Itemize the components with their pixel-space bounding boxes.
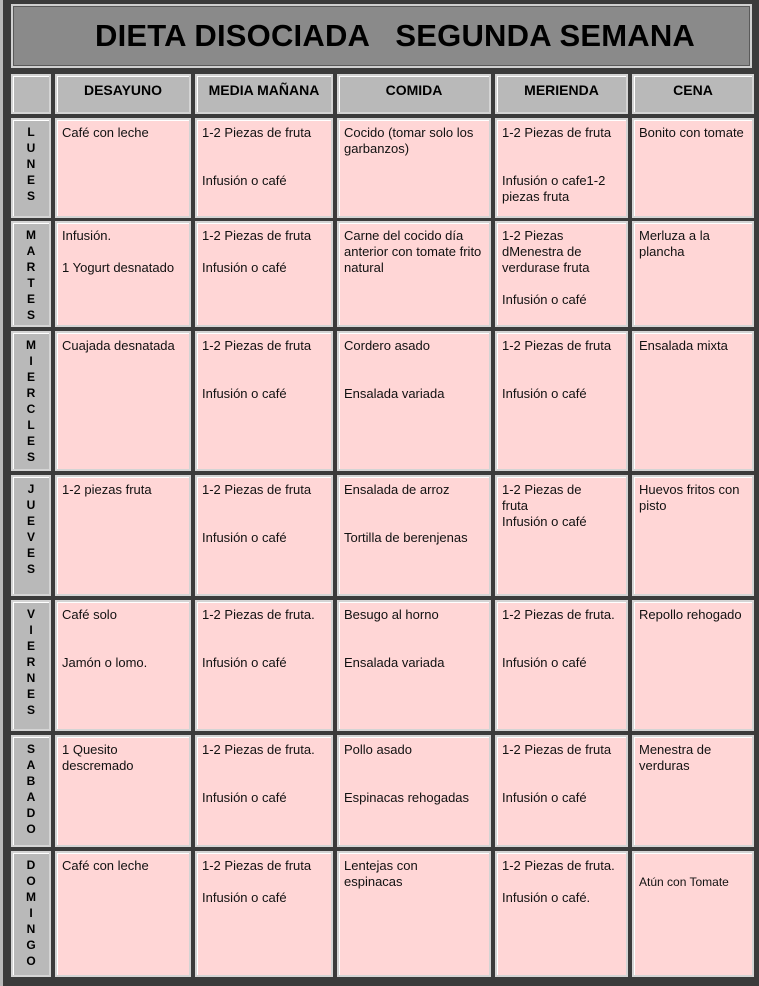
page-title: DIETA DISOCIADA SEGUNDA SEMANA <box>95 18 696 53</box>
meal-cell-sabado-merienda <box>495 735 628 847</box>
day-letters: M I E R C L E S <box>26 338 36 464</box>
meal-text: Merluza a la plancha <box>639 228 710 259</box>
meal-text: Ensalada de arroz Tortilla de berenjenas <box>344 482 468 545</box>
meal-text: Pollo asado Espinacas rehogadas <box>344 742 470 805</box>
day-label-sabado <box>11 735 51 847</box>
meal-cell-lunes-comida <box>337 118 491 218</box>
meal-cell-domingo-comida <box>337 851 491 977</box>
meal-cell-jueves-desayuno <box>55 475 191 596</box>
meal-cell-viernes-cena <box>632 600 754 731</box>
title-bar <box>11 4 752 68</box>
meal-text: Huevos fritos con pisto <box>639 482 740 513</box>
meal-cell-jueves-cena <box>632 475 754 596</box>
meal-cell-domingo-cena <box>632 851 754 977</box>
column-header-comida <box>337 74 491 114</box>
meal-text: Ensalada mixta <box>639 338 728 353</box>
meal-text: 1-2 Piezas de fruta. Infusión o café. <box>502 858 615 905</box>
column-header-label: COMIDA <box>385 82 443 98</box>
day-letters: S A B A D O <box>26 742 36 836</box>
column-header-desayuno <box>55 74 191 114</box>
day-letters: V I E R N E S <box>26 607 36 717</box>
meal-text: Café con leche <box>62 858 149 873</box>
meal-cell-sabado-comida <box>337 735 491 847</box>
column-header-label: MERIENDA <box>524 82 599 98</box>
meal-cell-martes-merienda <box>495 221 628 327</box>
meal-text: 1-2 Piezas de fruta Infusión o café <box>502 482 587 529</box>
meal-cell-lunes-desayuno <box>55 118 191 218</box>
meal-text: 1-2 Piezas de fruta Infusión o café <box>202 338 312 401</box>
meal-cell-jueves-comida <box>337 475 491 596</box>
meal-cell-domingo-desayuno <box>55 851 191 977</box>
day-letters: J U E V E S <box>26 482 36 576</box>
day-letters: M A R T E S <box>26 228 36 322</box>
meal-text: Infusión. 1 Yogurt desnatado <box>62 228 175 275</box>
meal-cell-sabado-desayuno <box>55 735 191 847</box>
meal-text: Café solo Jamón o lomo. <box>62 607 148 670</box>
meal-cell-viernes-desayuno <box>55 600 191 731</box>
meal-text: 1-2 Piezas de fruta Infusión o cafe1-2 piezas fruta <box>502 125 612 204</box>
meal-text: 1-2 Piezas de fruta. Infusión o café <box>202 607 315 670</box>
meal-text: Bonito con tomate <box>639 125 744 140</box>
meal-text: Menestra de verduras <box>639 742 712 773</box>
day-letters: D O M I N G O <box>26 858 36 968</box>
meal-text: Lentejas con espinacas <box>344 858 418 889</box>
meal-cell-viernes-media-manana <box>195 600 333 731</box>
meal-text: Besugo al horno Ensalada variada <box>344 607 445 670</box>
meal-cell-domingo-merienda <box>495 851 628 977</box>
meal-text: 1-2 Piezas de fruta Infusión o café <box>502 742 612 805</box>
meal-text: 1-2 Piezas de fruta Infusión o café <box>202 228 312 275</box>
meal-cell-viernes-comida <box>337 600 491 731</box>
day-label-lunes <box>11 118 51 218</box>
meal-text: 1-2 Piezas de fruta Infusión o café <box>202 125 312 188</box>
meal-cell-jueves-media-manana <box>195 475 333 596</box>
day-label-miercoles <box>11 331 51 471</box>
day-letters: L U N E S <box>26 125 36 203</box>
meal-cell-miercoles-merienda <box>495 331 628 471</box>
meal-text: Atún con Tomate <box>639 875 729 889</box>
meal-cell-lunes-merienda <box>495 118 628 218</box>
meal-text: Repollo rehogado <box>639 607 742 622</box>
meal-text: 1-2 Piezas de fruta Infusión o café <box>502 338 612 401</box>
day-label-viernes <box>11 600 51 731</box>
meal-text: 1 Quesito descremado <box>62 742 134 773</box>
meal-cell-sabado-media-manana <box>195 735 333 847</box>
meal-text: 1-2 Piezas de fruta Infusión o café <box>202 482 312 545</box>
meal-text: 1-2 piezas fruta <box>62 482 152 497</box>
meal-cell-martes-media-manana <box>195 221 333 327</box>
meal-text: Café con leche <box>62 125 149 140</box>
column-header-label: DESAYUNO <box>83 82 163 98</box>
day-label-domingo <box>11 851 51 977</box>
column-header-cena <box>632 74 754 114</box>
meal-cell-martes-comida <box>337 221 491 327</box>
day-label-jueves <box>11 475 51 596</box>
meal-text: 1-2 Piezas de fruta. Infusión o café <box>202 742 315 805</box>
meal-text: Cuajada desnatada <box>62 338 175 353</box>
meal-cell-miercoles-desayuno <box>55 331 191 471</box>
meal-text: 1-2 Piezas de fruta Infusión o café <box>202 858 312 905</box>
meal-cell-miercoles-comida <box>337 331 491 471</box>
meal-text: Carne del cocido día anterior con tomate frito natural <box>344 228 482 275</box>
meal-text: Cocido (tomar solo los garbanzos) <box>344 125 474 156</box>
meal-cell-lunes-media-manana <box>195 118 333 218</box>
column-header-media-manana <box>195 74 333 114</box>
column-header-merienda <box>495 74 628 114</box>
meal-cell-domingo-media-manana <box>195 851 333 977</box>
meal-cell-martes-cena <box>632 221 754 327</box>
meal-text: 1-2 Piezas de fruta. Infusión o café <box>502 607 615 670</box>
meal-cell-viernes-merienda <box>495 600 628 731</box>
meal-cell-sabado-cena <box>632 735 754 847</box>
meal-text: Cordero asado Ensalada variada <box>344 338 445 401</box>
meal-cell-martes-desayuno <box>55 221 191 327</box>
meal-cell-jueves-merienda <box>495 475 628 596</box>
meal-cell-lunes-cena <box>632 118 754 218</box>
column-header-label: CENA <box>673 82 713 98</box>
column-header-label: MEDIA MAÑANA <box>208 82 320 98</box>
day-label-martes <box>11 221 51 327</box>
meal-text: 1-2 Piezas dMenestra de verdurase fruta Infusión o café <box>502 228 590 307</box>
meal-cell-miercoles-cena <box>632 331 754 471</box>
header-corner <box>11 74 51 114</box>
meal-cell-miercoles-media-manana <box>195 331 333 471</box>
